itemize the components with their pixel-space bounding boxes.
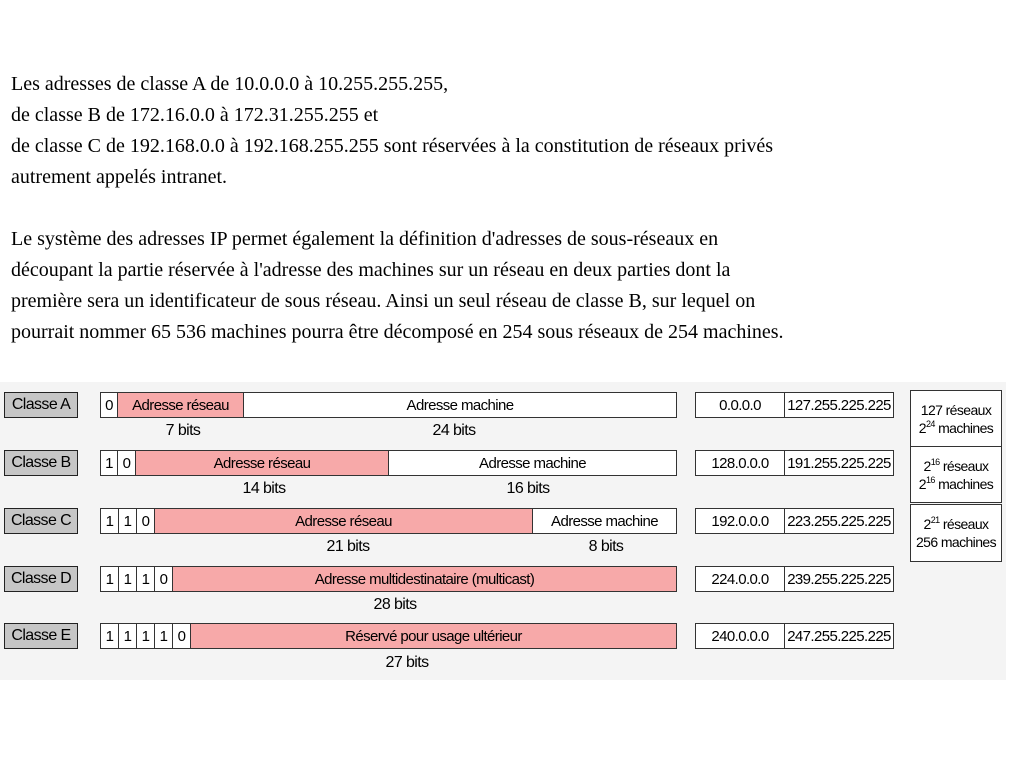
ip-classes-diagram [0, 382, 1006, 680]
range-start: 0.0.0.0 [695, 392, 785, 418]
network-field: Adresse réseau [135, 450, 389, 476]
class-e-label: Classe E [4, 623, 78, 649]
range-end: 223.255.225.225 [784, 508, 894, 534]
text-line: pourrait nommer 65 536 machines pourra être décomposé en 254 sous réseaux de 254 machines. [11, 321, 784, 343]
prefix-bit: 1 [100, 623, 119, 649]
network-bits-label: 28 bits [373, 596, 417, 613]
range-start: 128.0.0.0 [695, 450, 785, 476]
host-bits-label: 24 bits [432, 422, 476, 439]
text-line: Le système des adresses IP permet également la définition d'adresses de sous-réseaux en [11, 228, 719, 250]
prefix-bit: 0 [136, 508, 155, 534]
host-field: Adresse machine [388, 450, 677, 476]
network-field: Adresse réseau [117, 392, 244, 418]
reserved-field: Réservé pour usage ultérieur [190, 623, 677, 649]
text-line: Les adresses de classe A de 10.0.0.0 à 10.255.255.255, [11, 73, 449, 95]
class-c-note [910, 504, 1002, 562]
range-start: 240.0.0.0 [695, 623, 785, 649]
prefix-bit: 1 [136, 566, 155, 592]
prefix-bit: 1 [136, 623, 155, 649]
text-line: de classe C de 192.168.0.0 à 192.168.255.255 sont réservées à la constitution de réseaux privés [11, 135, 774, 157]
class-a-note [910, 390, 1002, 447]
prefix-bit: 0 [172, 623, 191, 649]
host-field: Adresse machine [532, 508, 677, 534]
host-bits-label: 16 bits [506, 480, 550, 497]
prefix-bit: 0 [100, 392, 118, 418]
prefix-bit: 1 [118, 623, 137, 649]
prefix-bit: 1 [100, 508, 119, 534]
text-line: de classe B de 172.16.0.0 à 172.31.255.255 et [11, 104, 379, 126]
prefix-bit: 1 [154, 623, 173, 649]
class-b-label: Classe B [4, 450, 78, 476]
prefix-bit: 1 [100, 566, 119, 592]
prefix-bit: 0 [154, 566, 173, 592]
prefix-bit: 1 [118, 566, 137, 592]
class-c-label: Classe C [4, 508, 78, 534]
note-line: $2^{16}$ machines [918, 474, 994, 492]
host-field: Adresse machine [243, 392, 677, 418]
host-bits-label: 8 bits [588, 538, 624, 555]
note-line: $2^{16}$ réseaux [923, 456, 989, 474]
network-field: Adresse réseau [154, 508, 533, 534]
range-end: 247.255.225.225 [784, 623, 894, 649]
subnet-paragraph [11, 224, 1016, 348]
network-bits-label: 21 bits [326, 538, 370, 555]
text-line: autrement appelés intranet. [11, 166, 228, 188]
prefix-bit: 1 [100, 450, 118, 476]
note-line: 256 machines [916, 534, 996, 550]
range-end: 191.255.225.225 [784, 450, 894, 476]
network-bits-label: 14 bits [242, 480, 286, 497]
class-a-label: Classe A [4, 392, 78, 418]
multicast-field: Adresse multidestinataire (multicast) [172, 566, 677, 592]
prefix-bit: 0 [117, 450, 136, 476]
range-end: 127.255.225.225 [784, 392, 894, 418]
network-bits-label: 7 bits [165, 422, 201, 439]
text-line: découpant la partie réservée à l'adresse des machines sur un réseau en deux parties dont la [11, 259, 731, 281]
note-line: $2^{21}$ réseaux [923, 515, 989, 532]
text-line: première sera un identificateur de sous réseau. Ainsi un seul réseau de classe B, sur lequel on [11, 290, 756, 312]
class-b-note [910, 446, 1002, 503]
range-start: 192.0.0.0 [695, 508, 785, 534]
note-line: $2^{24}$ machines [918, 418, 994, 436]
note-line: 127 réseaux [920, 401, 992, 418]
private-ranges-paragraph [11, 69, 1016, 193]
prefix-bit: 1 [118, 508, 137, 534]
class-d-label: Classe D [4, 566, 78, 592]
range-start: 224.0.0.0 [695, 566, 785, 592]
range-end: 239.255.225.225 [784, 566, 894, 592]
network-bits-label: 27 bits [385, 654, 429, 671]
